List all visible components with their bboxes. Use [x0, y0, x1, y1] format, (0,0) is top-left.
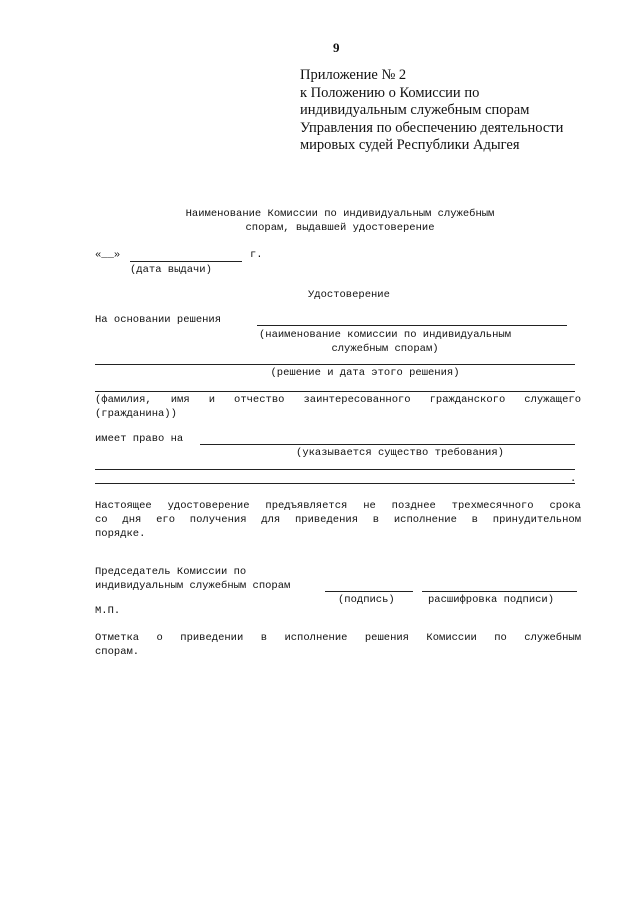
person-caption-line1: (фамилия, имя и отчество заинтересованного гражданского служащего: [95, 394, 581, 406]
right-caption: (указывается существо требования): [296, 447, 504, 459]
signature-decoding-caption: расшифровка подписи): [428, 594, 555, 606]
person-caption-line2: (гражданина)): [95, 408, 177, 420]
date-quote: «__»: [95, 249, 121, 261]
right-continuation-line: [95, 483, 575, 484]
chairman-line: индивидуальным служебным спорам: [95, 580, 291, 592]
decision-commission-line: [257, 325, 567, 326]
execution-note-line: Отметка о приведении в исполнение решения Комиссии по служебным: [95, 632, 581, 644]
right-end-mark: .: [570, 473, 577, 485]
appendix-line: Управления по обеспечению деятельности: [300, 119, 564, 136]
date-caption: (дата выдачи): [130, 264, 212, 276]
decision-commission-caption: [240, 328, 530, 356]
execution-note-line: спорам.: [95, 646, 140, 658]
commission-name-header: [120, 207, 560, 235]
caption-line: служебным спорам): [331, 343, 439, 355]
validity-statement: [95, 499, 581, 541]
chairman-line: Председатель Комиссии по: [95, 566, 247, 578]
appendix-line: мировых судей Республики Адыгея: [300, 137, 520, 154]
caption-line: (наименование комиссии по индивидуальным: [258, 329, 512, 341]
decision-date-line: [95, 364, 575, 365]
appendix-reference: [300, 67, 563, 155]
validity-line: Настоящее удостоверение предъявляется не позднее трехмесячного срока: [95, 500, 581, 512]
appendix-line: к Положению о Комиссии по: [300, 84, 480, 101]
date-line: [130, 261, 242, 262]
signature-caption: (подпись): [338, 594, 395, 606]
right-label: имеет право на: [95, 433, 184, 445]
validity-line: со дня его получения для приведения в исполнение в принудительном: [95, 514, 581, 526]
decision-label: На основании решения: [95, 314, 222, 326]
document-title: Удостоверение: [308, 289, 390, 301]
right-continuation-line: [95, 469, 575, 470]
execution-note: [95, 631, 581, 659]
commission-header-line: Наименование Комиссии по индивидуальным служебным: [185, 208, 495, 220]
chairman-title: [95, 565, 290, 593]
stamp-place: М.П.: [95, 605, 121, 617]
person-name-line: [95, 391, 575, 392]
appendix-line: индивидуальным служебным спорам: [300, 102, 530, 119]
decision-date-caption: (решение и дата этого решения): [270, 367, 460, 379]
date-year-suffix: г.: [250, 249, 263, 261]
right-line: [200, 444, 575, 445]
signature-line: [325, 591, 413, 592]
signature-decoding-line: [422, 591, 577, 592]
commission-header-line: спорам, выдавшей удостоверение: [245, 222, 435, 234]
validity-line: порядке.: [95, 528, 146, 540]
page-number: 9: [333, 40, 340, 55]
appendix-line: Приложение № 2: [300, 67, 407, 83]
